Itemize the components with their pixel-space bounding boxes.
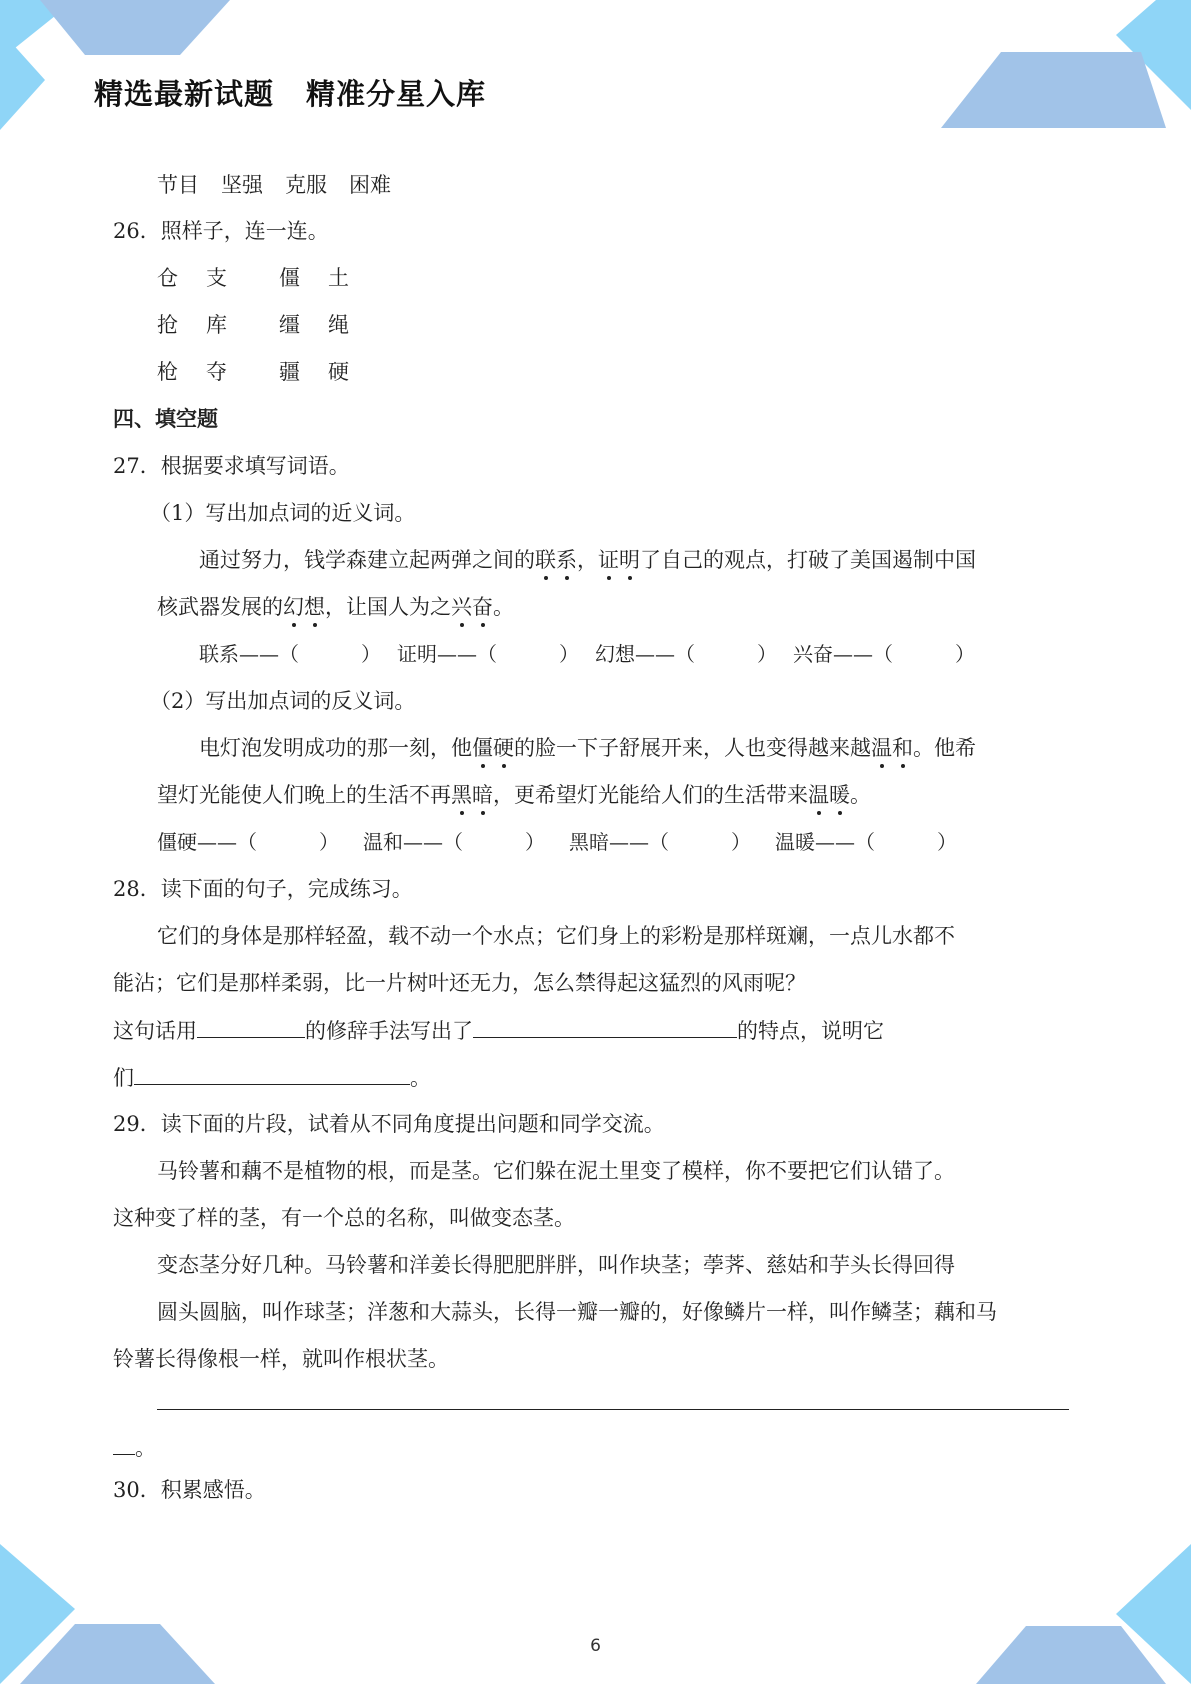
question-27-sub2: （2）写出加点词的反义词。 [150,689,416,713]
word-list-line [157,170,391,200]
word: 克服 [285,173,327,197]
dotted-char: 暗 [472,780,493,810]
match-char: 硬 [328,360,349,384]
question-26-title: 26．照样子，连一连。 [113,219,329,243]
dotted-char: 联 [535,545,556,575]
corner-decoration-bottom-left [0,1544,240,1684]
text: 了自己的观点，打破了美国遏制中国 [640,548,976,572]
word: 节目 [157,173,199,197]
match-row [157,263,349,293]
text: 。他希 [913,736,976,760]
dotted-word [535,548,577,572]
fill-close: ） [937,830,957,854]
fill-prompt: 联系——（ [199,642,299,666]
text: ，更希望灯光能给人们的生活带来 [493,783,808,807]
text: 的特点，说明它 [737,1019,884,1043]
dotted-char: 证 [598,545,619,575]
text: 们 [113,1066,134,1090]
match-row [157,310,349,340]
text: 电灯泡发明成功的那一刻，他 [199,736,472,760]
question-28-fill-line1 [113,1015,884,1046]
dotted-char: 明 [619,545,640,575]
dotted-word [451,783,493,807]
question-28-title: 28．读下面的句子，完成练习。 [113,877,413,901]
question-29-passage: 这种变了样的茎，有一个总的名称，叫做变态茎。 [113,1206,575,1230]
dotted-char: 硬 [493,733,514,763]
text: 。 [493,595,514,619]
dotted-char: 温 [808,780,829,810]
corner-decoration-bottom-right [951,1544,1191,1684]
question-27-fill-line1 [199,639,975,669]
match-char: 土 [328,266,349,290]
fill-prompt: 幻想——（ [595,642,695,666]
page-header-title [94,72,486,113]
fill-prompt: 黑暗——（ [569,830,669,854]
answer-line[interactable] [157,1409,1069,1410]
answer-blank[interactable] [113,1432,135,1455]
dotted-word [871,736,913,760]
question-29-passage: 圆头圆脑，叫作球茎；洋葱和大蒜头，长得一瓣一瓣的，好像鳞片一样，叫作鳞茎；藕和马 [157,1300,997,1324]
question-28-passage: 能沾；它们是那样柔弱，比一片树叶还无力，怎么禁得起这猛烈的风雨呢？ [113,971,806,995]
header-title-part2: 精准分星入库 [306,77,487,111]
answer-blank[interactable] [473,1015,737,1038]
fill-prompt: 兴奋——（ [793,642,893,666]
match-char: 缰 [279,313,300,337]
text: 的脸一下子舒展开来，人也变得越来越 [514,736,871,760]
match-char: 仓 [157,266,178,290]
fill-close: ） [559,642,579,666]
question-27-passage1-line2 [157,592,514,622]
text: 望灯光能使人们晚上的生活不再 [157,783,451,807]
dotted-char: 幻 [283,592,304,622]
question-27-passage2-line2 [157,780,871,810]
fill-close: ） [525,830,545,854]
question-29-passage: 铃薯长得像根一样，就叫作根状茎。 [113,1347,449,1371]
answer-blank[interactable] [197,1015,305,1038]
dotted-word [451,595,493,619]
dotted-char: 兴 [451,592,472,622]
question-27-sub1: （1）写出加点词的近义词。 [150,501,416,525]
text: 这句话用 [113,1019,197,1043]
match-char: 疆 [279,360,300,384]
text: 通过努力，钱学森建立起两弹之间的 [199,548,535,572]
fill-close: ） [731,830,751,854]
fill-close: ） [757,642,777,666]
text: 。 [850,783,871,807]
question-29-passage: 马铃薯和藕不是植物的根，而是茎。它们躲在泥土里变了模样，你不要把它们认错了。 [157,1159,955,1183]
match-char: 绳 [328,313,349,337]
word: 困难 [349,173,391,197]
question-29-passage: 变态茎分好几种。马铃薯和洋姜长得肥肥胖胖，叫作块茎；荸荠、慈姑和芋头长得回得 [157,1253,955,1277]
match-char: 僵 [279,266,300,290]
fill-prompt: 温和——（ [363,830,463,854]
match-char: 夺 [206,360,227,384]
dotted-char: 和 [892,733,913,763]
corner-decoration-top-right [931,0,1191,130]
dotted-word [283,595,325,619]
question-27-fill-line2 [157,827,957,857]
section-heading: 四、填空题 [113,407,218,431]
match-char: 库 [206,313,227,337]
dotted-char: 系 [556,545,577,575]
text: 的修辞手法写出了 [305,1019,473,1043]
text: 核武器发展的 [157,595,283,619]
dotted-word [472,736,514,760]
question-27-passage1-line1 [199,545,976,575]
fill-prompt: 证明——（ [397,642,497,666]
question-30-title: 30．积累感悟。 [113,1478,266,1502]
fill-close: ） [955,642,975,666]
question-28-fill-line2 [113,1062,431,1093]
question-27-passage2-line1 [199,733,976,763]
match-char: 抢 [157,313,178,337]
fill-close: ） [319,830,339,854]
text: 。 [135,1436,156,1460]
fill-prompt: 温暖——（ [775,830,875,854]
answer-blank[interactable] [134,1062,410,1085]
fill-close: ） [361,642,381,666]
answer-line-end [113,1432,156,1463]
dotted-char: 想 [304,592,325,622]
question-27-title: 27．根据要求填写词语。 [113,454,350,478]
text: ， [577,548,598,572]
match-char: 枪 [157,360,178,384]
header-title-part1: 精选最新试题 [94,77,275,111]
question-29-title: 29．读下面的片段，试着从不同角度提出问题和同学交流。 [113,1112,665,1136]
text: ，让国人为之 [325,595,451,619]
dotted-char: 暖 [829,780,850,810]
dotted-word [808,783,850,807]
dotted-char: 黑 [451,780,472,810]
dotted-char: 温 [871,733,892,763]
question-28-passage: 它们的身体是那样轻盈，载不动一个水点；它们身上的彩粉是那样斑斓，一点儿水都不 [157,924,955,948]
word: 坚强 [221,173,263,197]
dotted-char: 僵 [472,733,493,763]
match-char: 支 [206,266,227,290]
dotted-word [598,548,640,572]
dotted-char: 奋 [472,592,493,622]
match-row [157,357,349,387]
page-number: 6 [590,1636,601,1656]
text: 。 [410,1066,431,1090]
fill-prompt: 僵硬——（ [157,830,257,854]
